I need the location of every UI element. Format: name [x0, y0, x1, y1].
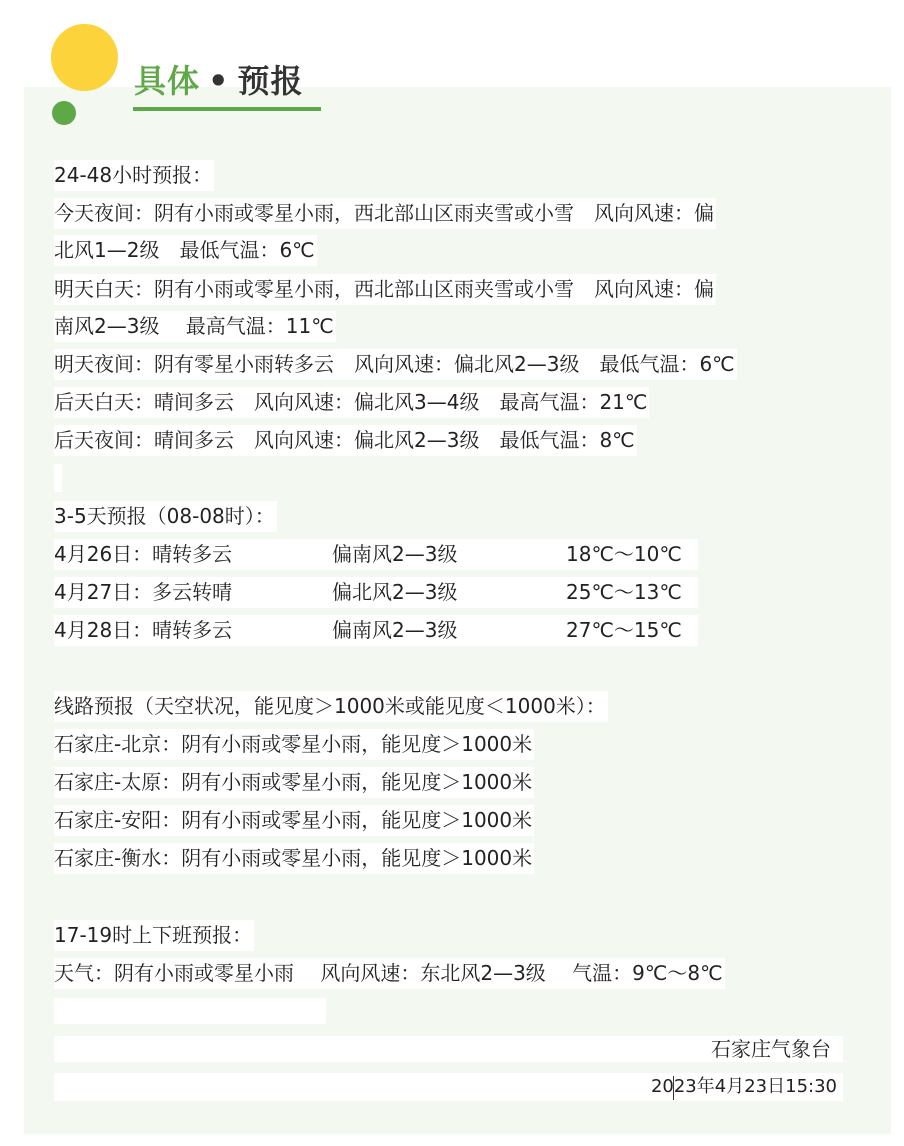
source-name: 石家庄气象台 [711, 1037, 831, 1061]
commute-line: 天气：阴有小雨或零星小雨 风向风速：东北风2—3级 气温：9℃～8℃ [54, 958, 725, 989]
route-line: 石家庄-安阳：阴有小雨或零星小雨，能见度＞1000米 [54, 805, 534, 836]
short-term-line: 后天夜间：晴间多云 风向风速：偏北风2—3级 最低气温：8℃ [54, 425, 637, 456]
decor-yellow-circle [51, 24, 118, 91]
mid-term-row [54, 539, 698, 570]
short-term-line: 后天白天：晴间多云 风向风速：偏北风3—4级 最高气温：21℃ [54, 387, 649, 418]
short-term-line: 明天夜间：阴有零星小雨转多云 风向风速：偏北风2—3级 最低气温：6℃ [54, 349, 737, 380]
date-line [54, 1073, 843, 1101]
source-line [54, 1036, 843, 1062]
forecast-temp: 25℃～13℃ [566, 580, 682, 604]
title-separator: • [208, 62, 230, 100]
forecast-temp: 27℃～15℃ [566, 618, 682, 642]
route-line: 石家庄-衡水：阴有小雨或零星小雨，能见度＞1000米 [54, 843, 534, 874]
route-heading: 线路预报（天空状况，能见度＞1000米或能见度＜1000米）： [54, 691, 608, 722]
mid-term-row [54, 615, 698, 646]
short-term-line: 南风2—3级 最高气温：11℃ [54, 311, 336, 342]
forecast-wind: 偏南风2—3级 [332, 618, 458, 642]
short-term-line: 北风1—2级 最低气温：6℃ [54, 235, 317, 266]
forecast-temp: 18℃～10℃ [566, 542, 682, 566]
title-underline [133, 107, 321, 111]
short-term-line: 明天白天：阴有小雨或零星小雨，西北部山区雨夹雪或小雪 风向风速：偏 [54, 274, 716, 305]
commute-heading: 17-19时上下班预报： [54, 920, 254, 951]
route-line: 石家庄-太原：阴有小雨或零星小雨，能见度＞1000米 [54, 767, 534, 798]
short-term-heading: 24-48小时预报： [54, 160, 214, 191]
forecast-wind: 偏南风2—3级 [332, 542, 458, 566]
route-line: 石家庄-北京：阴有小雨或零星小雨，能见度＞1000米 [54, 729, 534, 760]
blank-line [54, 998, 326, 1024]
forecast-date: 4月28日：晴转多云 [54, 618, 233, 642]
page-title [134, 59, 303, 107]
mid-term-row [54, 577, 698, 608]
forecast-date: 4月27日：多云转晴 [54, 580, 233, 604]
blank-line [54, 464, 62, 492]
title-part-1: 具体 [134, 62, 201, 100]
forecast-date: 4月26日：晴转多云 [54, 542, 233, 566]
mid-term-heading: 3-5天预报（08-08时）： [54, 501, 277, 532]
forecast-wind: 偏北风2—3级 [332, 580, 458, 604]
publish-datetime: 2023年4月23日15:30 [650, 1076, 837, 1097]
decor-green-dot [52, 101, 76, 125]
title-part-2: 预报 [237, 62, 304, 100]
short-term-line: 今天夜间：阴有小雨或零星小雨，西北部山区雨夹雪或小雪 风向风速：偏 [54, 198, 716, 229]
